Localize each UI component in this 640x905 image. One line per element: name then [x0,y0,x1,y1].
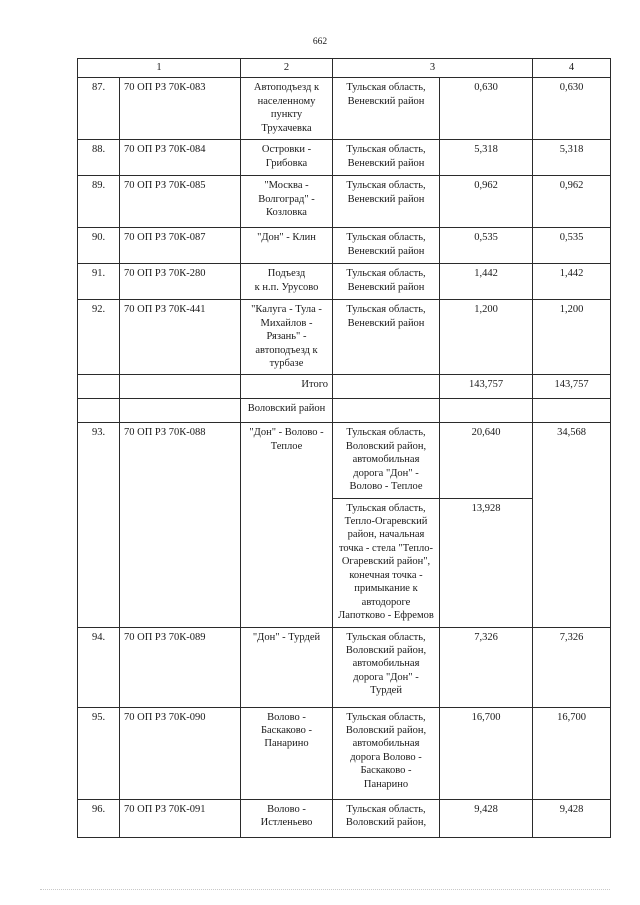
road-location [333,140,440,176]
cell-line: Тульская область, [346,711,426,723]
cell-line: автомобильная [352,738,420,750]
row-93-length-1: 20,640 [440,423,533,498]
cell-line: Огаревский район", [341,556,431,568]
itogo-row [78,375,611,399]
cell-line: Автоподъезд к [253,82,320,94]
cell-line: Веневский район [347,193,425,205]
table-row [78,300,611,375]
row-93-number: 93. [78,423,120,627]
cell-line: Тульская область, [346,427,426,439]
cell-line: Панарино [264,738,309,750]
cell-line: Грибовка [265,157,308,169]
road-location [333,627,440,707]
cell-line: турбазе [269,357,304,369]
road-code: 70 ОП РЗ 70К-085 [120,176,241,228]
road-location [333,707,440,799]
cell-line: автодороге [361,596,411,608]
column-header-1: 1 [78,59,241,78]
road-total: 0,962 [533,176,611,228]
veneva-rows [78,78,611,375]
column-header-4: 4 [533,59,611,78]
road-length: 0,535 [440,228,533,264]
table-row [78,799,611,837]
row-93-total: 34,568 [533,423,611,627]
row-93-name [241,423,333,627]
cell-line: Волово - [267,711,306,723]
cell-line: Тульская область, [346,502,426,514]
road-name [241,264,333,300]
row-number: 88. [78,140,120,176]
cell-line: Воловский район, [345,724,427,736]
cell-line: Островки - [261,144,312,156]
volovo-rows [78,627,611,837]
road-name [241,78,333,140]
road-name [241,627,333,707]
road-code: 70 ОП РЗ 70К-090 [120,707,241,799]
cell-line: дорога "Дон" - [353,467,419,479]
road-location [333,300,440,375]
road-name [241,300,333,375]
road-length: 1,200 [440,300,533,375]
table-header-row [78,59,611,78]
cell-line: Воловский район, [345,816,427,828]
cell-line: автомобильная [352,658,420,670]
cell-line: автоподъезд к [255,344,318,356]
roads-table [77,58,611,838]
cell-line: Тульская область, [346,631,426,643]
cell-line: Баскаково - [360,765,412,777]
road-name [241,140,333,176]
road-location [333,264,440,300]
table-row [78,627,611,707]
table-row-93-part1 [78,423,611,498]
table-row [78,140,611,176]
cell-line: Рязань" - [266,331,307,343]
road-length: 1,442 [440,264,533,300]
cell-line: Веневский район [347,157,425,169]
road-name [241,176,333,228]
table-row [78,228,611,264]
cell-line: к н.п. Урусово [254,281,319,293]
district-empty-code [120,399,241,423]
district-empty-region [333,399,440,423]
cell-line: пункту Трухачевка [261,109,312,134]
road-length: 7,326 [440,627,533,707]
road-total: 9,428 [533,799,611,837]
row-number: 87. [78,78,120,140]
cell-line: точка - стела "Тепло- [338,542,434,554]
cell-line: Тульская область, [346,268,426,280]
row-93-region-2 [333,498,440,627]
road-code: 70 ОП РЗ 70К-091 [120,799,241,837]
cell-line: Тульская область, [346,232,426,244]
cell-line: "Дон" - Клин [257,232,316,244]
table-row [78,78,611,140]
road-location [333,799,440,837]
road-length: 16,700 [440,707,533,799]
road-code: 70 ОП РЗ 70К-083 [120,78,241,140]
row-93-code: 70 ОП РЗ 70К-088 [120,423,241,627]
cell-line: Веневский район [347,245,425,257]
row-number: 89. [78,176,120,228]
district-row [78,399,611,423]
road-total: 0,535 [533,228,611,264]
cell-line: населенному [257,95,316,107]
cell-line: Тульская область, [346,803,426,815]
cell-line: Теплое [270,440,303,452]
cell-line: Волово - Теплое [349,481,423,493]
road-total: 16,700 [533,707,611,799]
cell-line: Тульская область, [346,82,426,94]
row-number: 92. [78,300,120,375]
itogo-empty-region [333,375,440,399]
road-total: 7,326 [533,627,611,707]
road-total: 1,200 [533,300,611,375]
cell-line: дорога "Дон" - [353,671,419,683]
table-row [78,176,611,228]
page-number: 662 [312,37,328,47]
table-row [78,264,611,300]
cell-line: Волгоград" - [258,193,315,205]
cell-line: Тульская область, [346,180,426,192]
row-93-length-2: 13,928 [440,498,533,627]
row-number: 94. [78,627,120,707]
column-header-3: 3 [333,59,533,78]
cell-line: Волово - [267,803,306,815]
road-code: 70 ОП РЗ 70К-089 [120,627,241,707]
row-number: 96. [78,799,120,837]
itogo-length: 143,757 [440,375,533,399]
column-header-2: 2 [241,59,333,78]
scan-footer-line [40,889,610,891]
road-code: 70 ОП РЗ 70К-084 [120,140,241,176]
cell-line: автомобильная [352,454,420,466]
itogo-total: 143,757 [533,375,611,399]
district-label: Воловский район [241,399,333,423]
road-total: 5,318 [533,140,611,176]
cell-line: конечная точка - [349,569,423,581]
cell-line: Панарино [363,778,409,790]
summary-rows [78,375,611,627]
cell-line: Михайлов - [260,317,313,329]
cell-line: Тульская область, [346,144,426,156]
cell-line: "Дон" - Волово - [249,427,324,439]
road-name [241,799,333,837]
road-length: 0,962 [440,176,533,228]
road-code: 70 ОП РЗ 70К-441 [120,300,241,375]
cell-line: Козловка [266,207,307,219]
cell-line: дорога Волово - [350,751,422,763]
cell-line: Истленьево [260,816,313,828]
cell-line: район, начальная [347,529,425,541]
cell-line: примыкание к [354,583,418,595]
road-length: 9,428 [440,799,533,837]
cell-line: "Калуга - Тула - [251,304,322,316]
cell-line: Турдей [370,685,402,697]
road-code: 70 ОП РЗ 70К-280 [120,264,241,300]
row-number: 90. [78,228,120,264]
road-location [333,176,440,228]
cell-line: "Дон" - Турдей [252,631,321,643]
itogo-empty-num [78,375,120,399]
cell-line: Лапотково - Ефремов [338,610,434,622]
itogo-empty-code [120,375,241,399]
cell-line: Тепло-Огаревский [344,516,428,527]
row-93-region-1 [333,423,440,498]
cell-line: Баскаково - [260,724,313,736]
road-location [333,228,440,264]
table-row [78,707,611,799]
district-empty-total [533,399,611,423]
row-number: 91. [78,264,120,300]
road-code: 70 ОП РЗ 70К-087 [120,228,241,264]
road-total: 0,630 [533,78,611,140]
row-number: 95. [78,707,120,799]
cell-line: Тульская область, [346,304,426,316]
road-name [241,707,333,799]
district-empty-num [78,399,120,423]
cell-line: Веневский район [347,317,425,329]
district-empty-length [440,399,533,423]
road-name [241,228,333,264]
road-length: 5,318 [440,140,533,176]
cell-line: "Москва - [264,180,309,192]
road-length: 0,630 [440,78,533,140]
cell-line: Веневский район [347,95,425,107]
itogo-label: Итого [241,375,333,399]
cell-line: Веневский район [347,281,425,293]
road-location [333,78,440,140]
cell-line: Воловский район, [345,440,427,452]
cell-line: Воловский район, [345,644,427,656]
road-total: 1,442 [533,264,611,300]
cell-line: Подъезд [267,268,306,280]
